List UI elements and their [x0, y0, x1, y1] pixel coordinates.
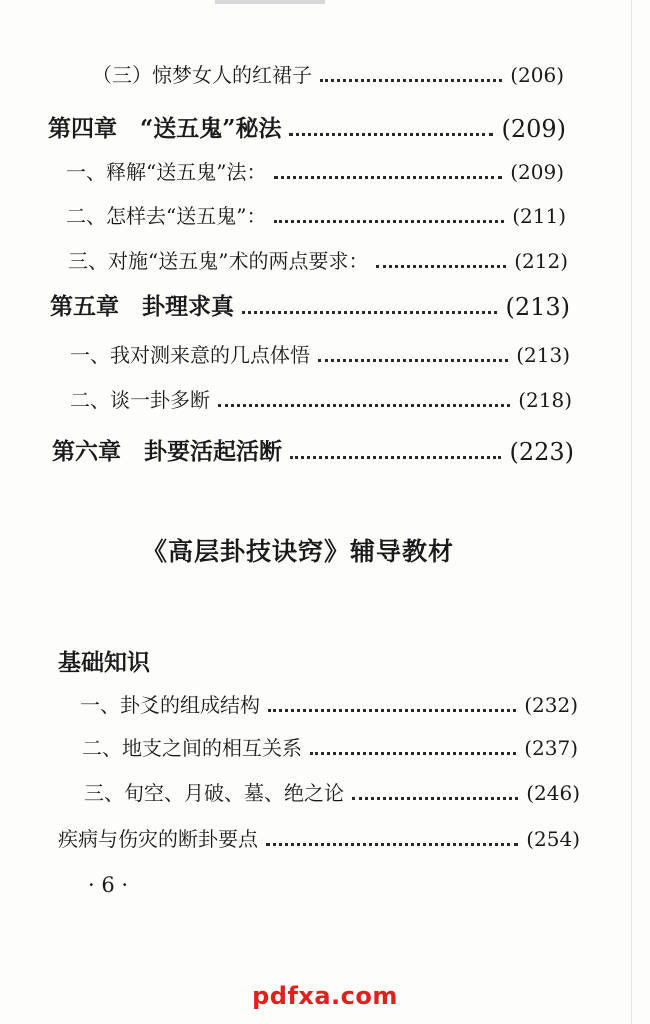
toc-chapter [48, 114, 566, 144]
toc-page-number: (237) [524, 736, 578, 760]
toc-entry-label: （三）惊梦女人的红裙子 [92, 63, 312, 87]
toc-entry-label: 二、地支之间的相互关系 [82, 736, 302, 760]
toc-entry-label: 一、卦爻的组成结构 [80, 693, 260, 717]
toc-entry [70, 387, 572, 413]
toc-entry-label: 一、释解“送五鬼”法： [66, 160, 267, 184]
dot-leader [318, 359, 508, 362]
toc-page-number: (246) [526, 781, 580, 805]
toc-entry [58, 826, 580, 852]
page-number: · 6 · [88, 873, 129, 897]
dot-leader [320, 79, 502, 82]
toc-chapter-label: 第四章 “送五鬼”秘法 [48, 115, 282, 142]
supplement-heading: 《高层卦技诀窍》辅导教材 [142, 537, 455, 566]
toc-entry [68, 248, 568, 274]
section-title: 基础知识 [58, 649, 150, 676]
watermark-text: pdfxa.com [252, 982, 398, 1010]
page-edge-line [631, 0, 632, 1024]
toc-entry [84, 780, 580, 806]
toc-entry [82, 735, 578, 761]
toc-entry-label: 二、怎样去“送五鬼”： [66, 204, 267, 228]
toc-page-number: (254) [526, 827, 580, 851]
toc-page-number: (212) [514, 249, 568, 273]
toc-page-number: (213) [505, 293, 570, 321]
toc-page-number: (213) [516, 343, 570, 367]
dot-leader [376, 265, 506, 268]
dot-leader [266, 843, 518, 846]
dot-leader [310, 752, 516, 755]
toc-page-number: (218) [518, 388, 572, 412]
dot-leader [352, 797, 518, 800]
toc-entry [70, 342, 570, 368]
toc-page-number: (206) [510, 63, 564, 87]
dot-leader [274, 176, 502, 179]
toc-entry [92, 62, 564, 88]
dot-leader [290, 456, 501, 459]
toc-chapter-label: 第六章 卦要活起活断 [52, 438, 282, 465]
toc-page-number: (209) [501, 115, 566, 143]
scan-artifact-top [215, 0, 325, 4]
dot-leader [268, 709, 516, 712]
toc-entry-label: 二、谈一卦多断 [70, 388, 210, 412]
dot-leader [242, 311, 497, 314]
toc-entry [66, 203, 566, 229]
toc-entry-label: 一、我对测来意的几点体悟 [70, 343, 310, 367]
dot-leader [218, 404, 510, 407]
toc-page-number: (232) [524, 693, 578, 717]
toc-chapter [50, 292, 570, 322]
toc-entry-label: 三、对施“送五鬼”术的两点要求： [68, 249, 369, 273]
dot-leader [289, 133, 493, 136]
dot-leader [274, 220, 504, 223]
toc-page-number: (209) [510, 160, 564, 184]
toc-entry-label: 三、旬空、月破、墓、绝之论 [84, 781, 344, 805]
toc-page-number: (223) [509, 438, 574, 466]
toc-entry-label: 疾病与伤灾的断卦要点 [58, 827, 258, 851]
toc-chapter-label: 第五章 卦理求真 [50, 293, 234, 320]
toc-page-number: (211) [512, 204, 566, 228]
toc-chapter [52, 437, 574, 467]
toc-entry [80, 692, 578, 718]
toc-entry [66, 159, 564, 185]
